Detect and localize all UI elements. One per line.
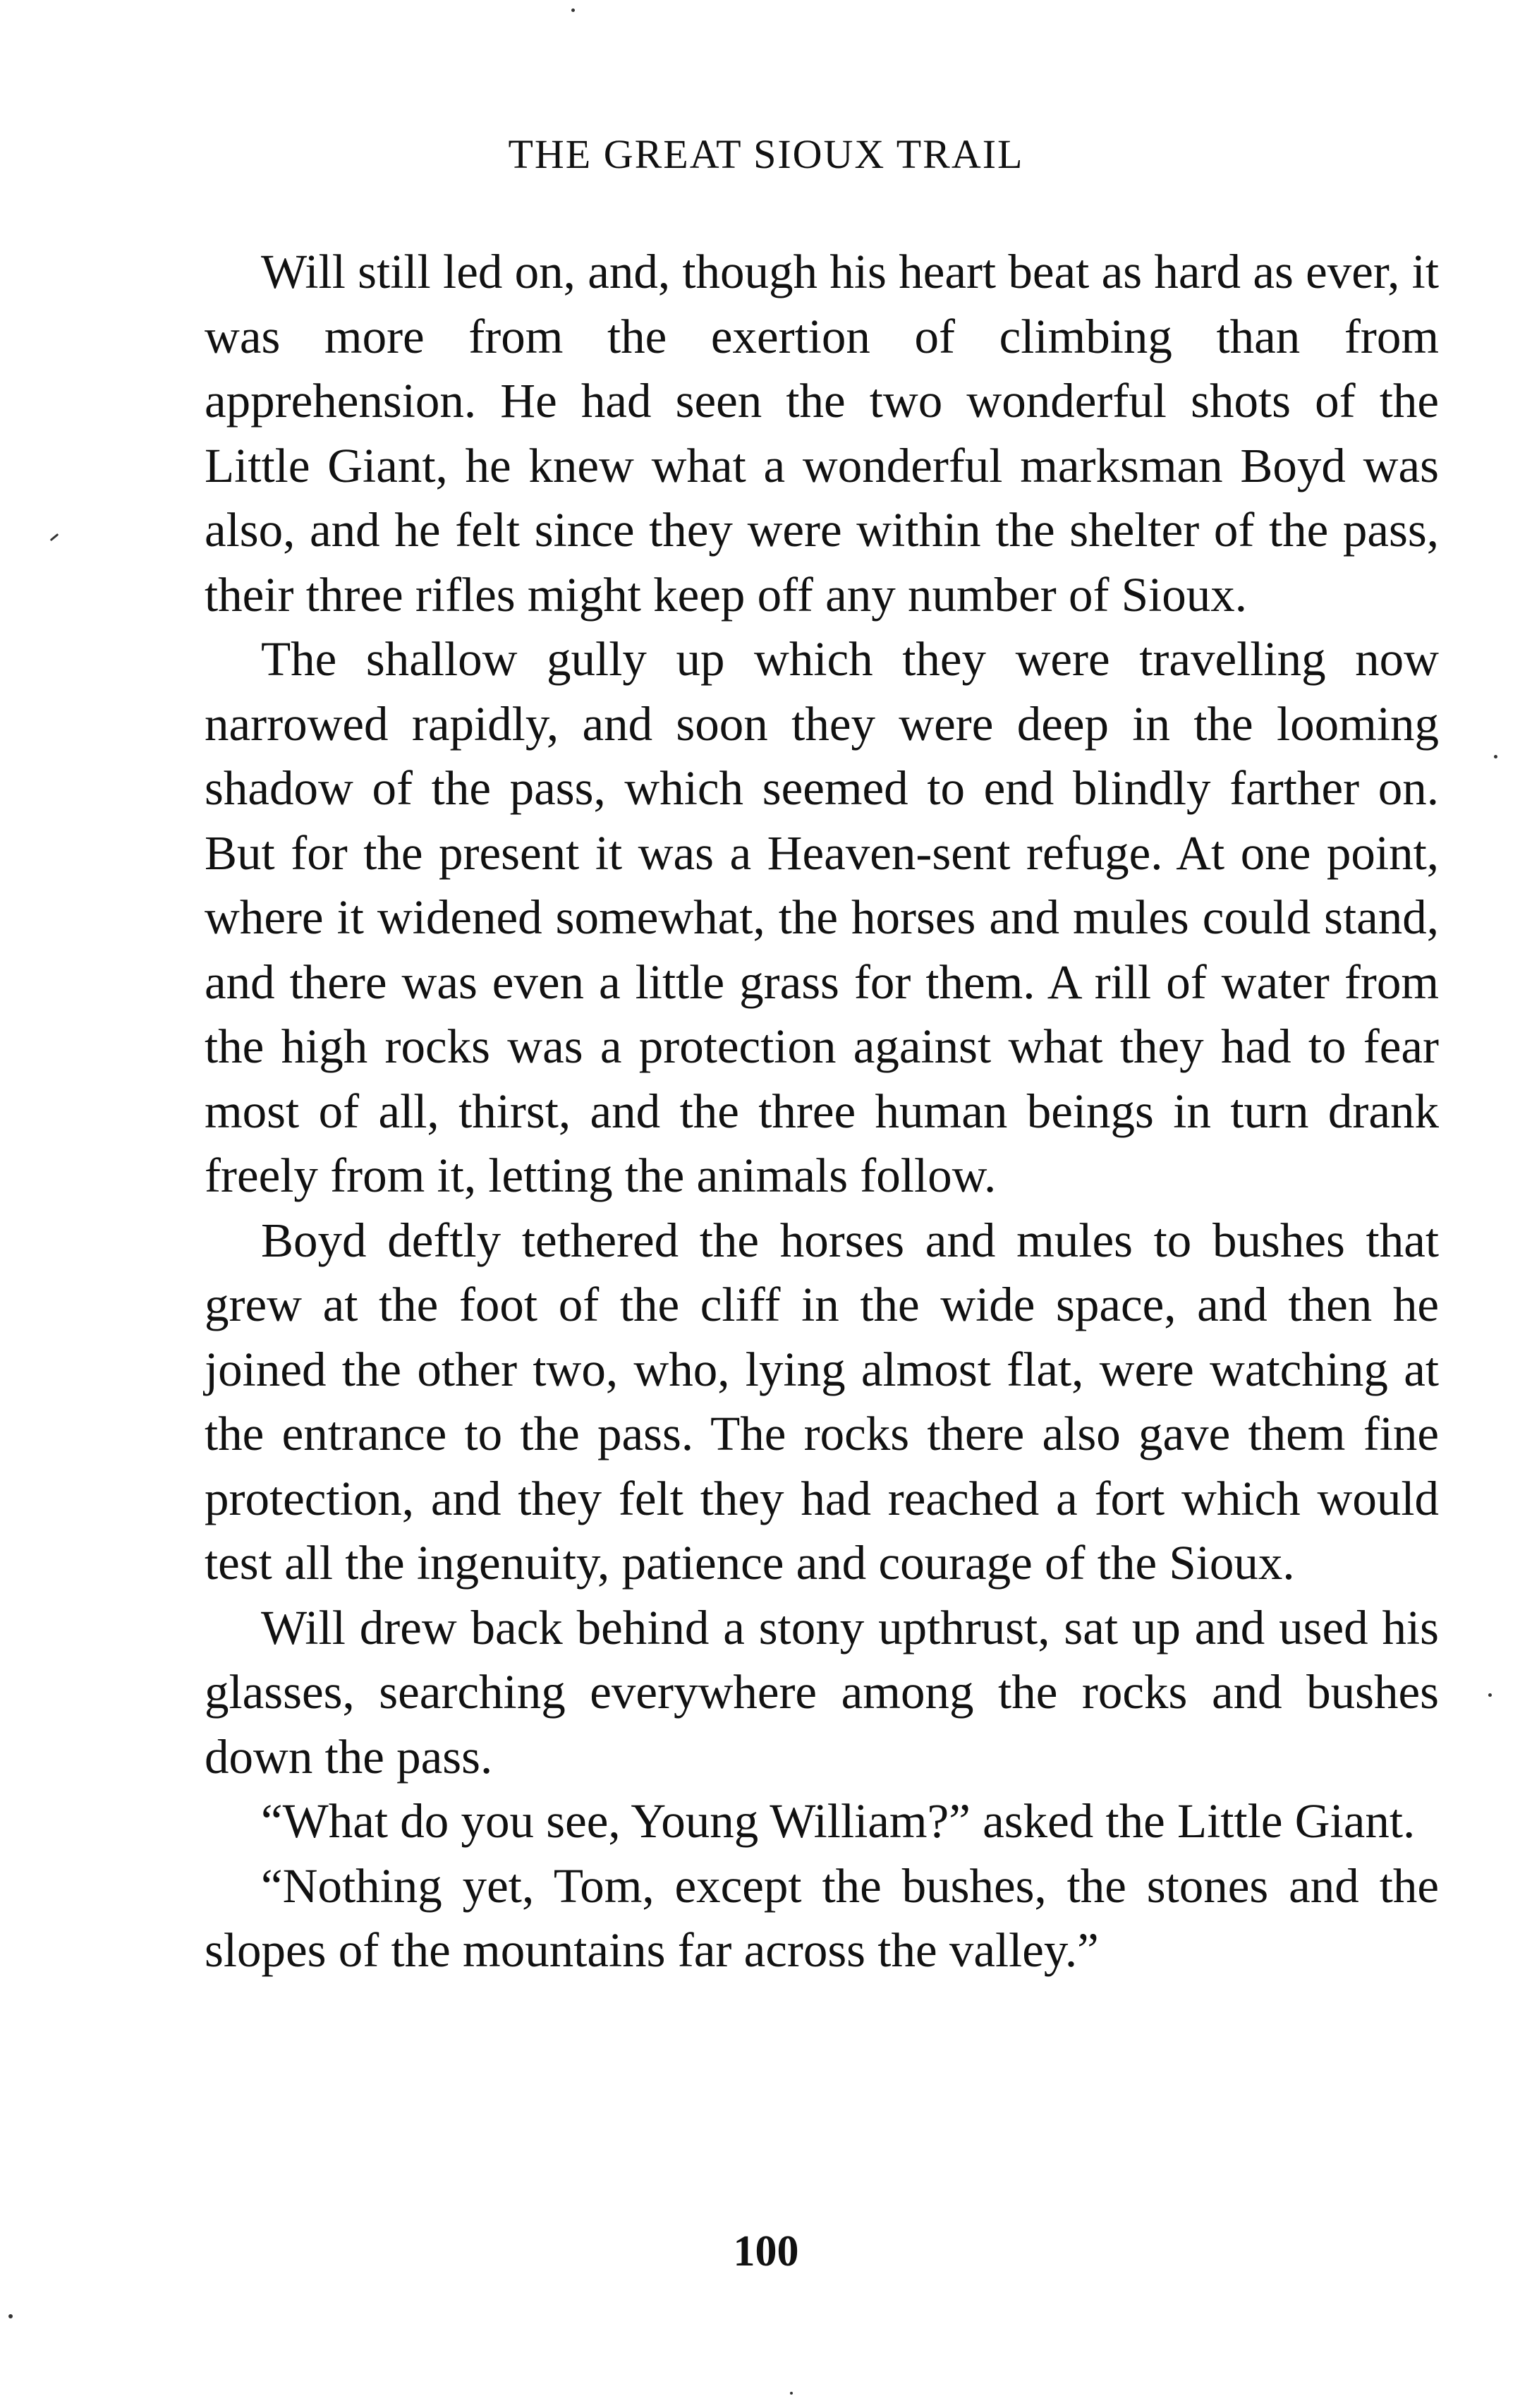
paper-speck [1494, 755, 1497, 758]
paragraph: Will still led on, and, though his heart beat as hard as ever, it was more from the exertion of climbing than from apprehension. He had seen the two wonderful shots of the Little Giant, he knew what a wonderful marksman Boyd was also, and he felt since they were within the shelter of the pass, their three rifles might keep off any number of Sioux. [205, 245, 1439, 622]
paper-speck [790, 2392, 793, 2395]
body-text [205, 240, 1439, 1983]
paragraph: “What do you see, Young William?” asked the Little Giant. [261, 1794, 1416, 1848]
paper-speck [8, 2314, 13, 2318]
paper-speck [1488, 1693, 1492, 1697]
paragraph: “Nothing yet, Tom, except the bushes, the stones and the slopes of the mountains far across the valley.” [205, 1858, 1439, 1977]
paragraph: The shallow gully up which they were travelling now narrowed rapidly, and soon they were deep in the looming shadow of the pass, which seemed to end blindly farther on. But for the present it was a Heaven-sent refuge. At one point, where it widened somewhat, the horses and mules could stand, and there was even a little grass for them. A rill of water from the high rocks was a protection against what they had to fear most of all, thirst, and the three human beings in turn drank freely from it, letting the animals follow. [205, 632, 1439, 1202]
paper-speck [571, 8, 575, 12]
paragraph: Boyd deftly tethered the horses and mules to bushes that grew at the foot of the cliff in the wide space, and then he joined the other two, who, lying almost flat, were watching at the entrance to the pass. The rocks there also gave them fine protection, and they felt they had reached a fort which would test all the ingenuity, patience and courage of the Sioux. [205, 1213, 1439, 1590]
paragraph: Will drew back behind a stony upthrust, sat up and used his glasses, searching everywhere among the rocks and bushes down the pass. [205, 1600, 1439, 1784]
page-number: 100 [733, 2227, 799, 2275]
paper-mark [50, 533, 59, 541]
running-head: THE GREAT SIOUX TRAIL [508, 131, 1024, 177]
